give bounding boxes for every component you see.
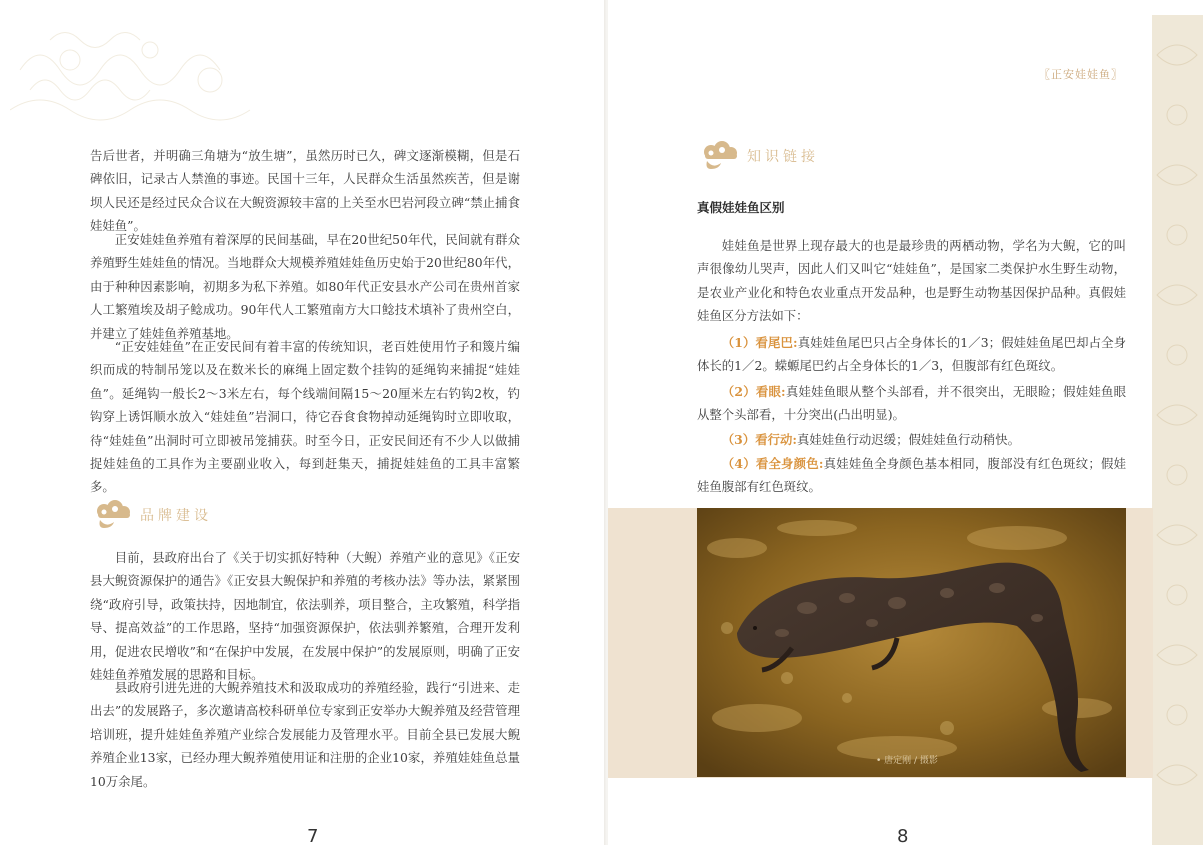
item-text: 真娃娃鱼行动迟缓；假娃娃鱼行动稍快。 — [796, 432, 1020, 447]
paragraph-4: 目前，县政府出台了《关于切实抓好特种（大鲵）养殖产业的意见》《正安县大鲵资源保护的通告》《正安县大鲵保护和养殖的考核办法》等办法，紧紧围绕“政府引导，政策扶持，因地制宜，依法驯养，项目整合，主攻繁殖，科学指导、提高效益”的工作思路，坚持“加强资源保护，依法驯养繁殖，合理开发利用，促进农民增收”和“在保护中发展，在发展中保护”的发展原则，明确了正安娃娃鱼养殖发展的思路和目标。 — [90, 550, 520, 683]
right-page — [608, 0, 1203, 845]
section-title: 品牌建设 — [140, 508, 212, 524]
cloud-pattern-decoration — [10, 10, 270, 130]
paragraph-2: 正安娃娃鱼养殖有着深厚的民间基础，早在20世纪50年代，民间就有群众养殖野生娃娃鱼的情况。当地群众大规模养殖娃娃鱼历史始于20世纪80年代，由于种种因素影响，初期多为私下养殖。如80年代正安县水产公司在贵州首家人工繁殖埃及胡子鲶成功。90年代人工繁殖南方大口鲶技术填补了贵州空白，并建立了娃娃鱼养殖基地。 — [90, 232, 520, 341]
photo-credit: • 唐定刚 / 摄影 — [876, 756, 938, 766]
item-label: （2）看眼: — [721, 384, 786, 399]
item-eye — [697, 380, 1126, 427]
item-tail — [697, 331, 1126, 378]
item-color — [697, 452, 1126, 499]
intro-paragraph: 娃娃鱼是世界上现存最大的也是最珍贵的两栖动物，学名为大鲵，它的叫声很像幼儿哭声，因此人们又叫它“娃娃鱼”，是国家二类保护水生野生动物，是农业产业化和特色农业重点开发品种，也是野生动物基因保护品种。真假娃娃鱼区分方法如下： — [697, 238, 1126, 324]
item-text: 真娃娃鱼全身颜色基本相同，腹部没有红色斑纹；假娃娃鱼腹部有红色斑纹。 — [697, 456, 1126, 495]
salamander-photo — [697, 508, 1126, 777]
item-action — [697, 428, 1126, 451]
item-text: 真娃娃鱼尾巴只占全身体长的1／3；假娃娃鱼尾巴却占全身体长的1／2。蝾螈尾巴约占全身体长的1／3，但腹部有红色斑纹。 — [697, 335, 1126, 374]
subheading: 真假娃娃鱼区别 — [697, 200, 785, 215]
page-number: 7 — [307, 826, 319, 847]
decorative-side-strip — [1152, 15, 1203, 845]
auspicious-cloud-icon — [90, 500, 134, 530]
section-title: 知识链接 — [747, 149, 819, 165]
paragraph-1: 告后世者，并明确三角塘为“放生塘”，虽然历时已久，碑文逐渐模糊，但是石碑依旧，记录古人禁渔的事迹。民国十三年，人民群众生活虽然疾苦，但是谢坝人民还是经过民众合议在大鲵资源较丰富的上关至水巴岩河段立碑“禁止捕食娃娃鱼”。 — [90, 148, 520, 234]
section-heading-brand — [90, 500, 212, 530]
auspicious-cloud-icon — [697, 140, 741, 172]
item-label: （4）看全身颜色: — [721, 456, 824, 471]
item-label: （3）看行动: — [721, 432, 797, 447]
paragraph-3: “正安娃娃鱼”在正安民间有着丰富的传统知识，老百姓使用竹子和篾片编织而成的特制吊笼以及在数米长的麻绳上固定数个挂钩的延绳钩来捕捉“娃娃鱼”。延绳钩一般长2～3米左右，每个线端间隔15～20厘米左右钓钩2枚，钓钩穿上诱饵顺水放入“娃娃鱼”岩洞口，待它吞食食物掉动延绳钩时立即收取，待“娃娃鱼”出洞时可立即被吊笼捕获。时至今日，正安民间还有不少人以做捕捉娃娃鱼的工具作为主要副业收入，每到赶集天，捕捉娃娃鱼的工具丰富繁多。 — [90, 339, 520, 495]
page-number: 8 — [897, 826, 909, 847]
paragraph-5: 县政府引进先进的大鲵养殖技术和汲取成功的养殖经验，践行“引进来、走出去”的发展路子，多次邀请高校科研单位专家到正安举办大鲵养殖及经营管理培训班，提升娃娃鱼养殖产业综合发展能力及管理水平。目前全县已发展大鲵养殖企业13家，已经办理大鲵养殖使用证和注册的企业10家，养殖娃娃鱼总量10万余尾。 — [90, 680, 520, 789]
item-label: （1）看尾巴: — [721, 335, 798, 350]
item-text: 真娃娃鱼眼从整个头部看，并不很突出，无眼睑；假娃娃鱼眼从整个头部看，十分突出(凸出明显)。 — [697, 384, 1127, 423]
section-heading-knowledge — [697, 140, 819, 172]
series-title: 〖正安娃娃鱼〗 — [1039, 68, 1123, 81]
